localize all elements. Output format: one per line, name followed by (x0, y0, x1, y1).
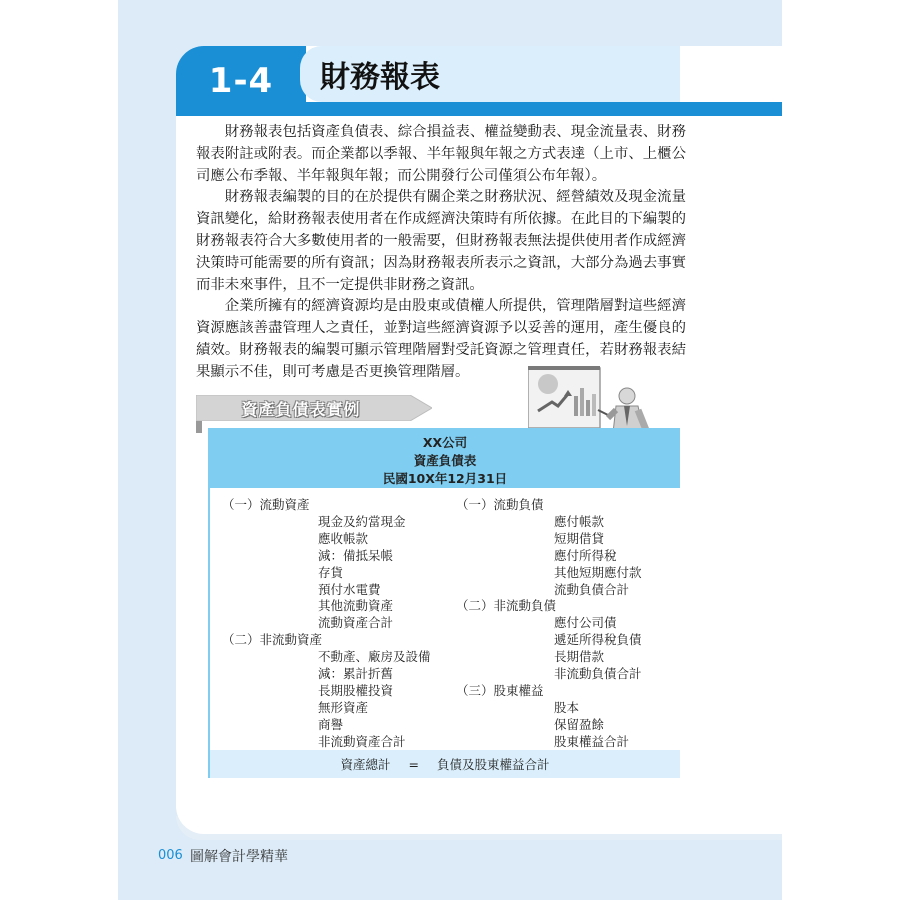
total-liabilities-equity-label: 負債及股東權益合計 (436, 757, 550, 772)
line-item: 短期借貸 (554, 530, 605, 546)
statement-name: 資產負債表 (413, 453, 477, 468)
category-label: （二）非流動負債 (456, 598, 557, 614)
line-item: 長期借款 (554, 649, 605, 665)
line-item: 應付帳款 (554, 513, 605, 529)
example-label-banner (196, 395, 432, 421)
line-item: 非流動負債合計 (554, 666, 642, 682)
balance-sheet-header (210, 428, 680, 488)
statement-date: 民國10X年12月31日 (382, 471, 508, 486)
line-item: 減：備抵呆帳 (318, 547, 394, 563)
line-item: 不動產、廠房及設備 (318, 649, 431, 665)
line-item: 現金及約當現金 (318, 513, 406, 529)
paragraph: 企業所擁有的經濟資源均是由股東或債權人所提供，管理階層對這些經濟資源應該善盡管理人之責任，並對這些經濟資源予以妥善的運用，產生優良的績效。財務報表的編製可顯示管理階層對受託資源之管理責任，若財務報表結果顯示不佳，則可考慮是否更換管理階層。 (196, 298, 686, 380)
line-item: 流動資產合計 (318, 615, 394, 631)
line-item: 應收帳款 (318, 530, 369, 546)
line-item: 其他流動資產 (318, 598, 394, 614)
equals-sign: = (408, 756, 419, 772)
line-item: 應付所得稅 (554, 547, 617, 563)
line-item: 預付水電費 (318, 581, 381, 597)
body-text (196, 122, 686, 384)
line-item: 其他短期應付款 (554, 564, 642, 580)
total-assets-label: 資產總計 (340, 757, 391, 772)
page-number: 006 (158, 848, 183, 863)
category-label: （二）非流動資產 (222, 632, 323, 648)
book-title: 圖解會計學精華 (190, 849, 288, 865)
balance-sheet-footer (210, 750, 680, 778)
liabilities-equity-column (456, 497, 642, 751)
section-number: 1-4 (176, 46, 306, 116)
paragraph: 財務報表編製的目的在於提供有關企業之財務狀況、經營績效及現金流量資訊變化，給財務報表使用者在作成經濟決策時有所依據。在此目的下編製的財務報表符合大多數使用者的一般需要，但財務報表無法提供使用者作成經濟決策時可能需要的所有資訊；因為財務報表所表示之資訊，大部分為過去事實而非未來事件，且不一定提供非財務之資訊。 (196, 189, 686, 293)
category-label: （三）股東權益 (456, 682, 544, 698)
line-item: 股東權益合計 (554, 733, 630, 749)
line-item: 流動負債合計 (554, 581, 630, 597)
line-item: 存貨 (318, 564, 344, 580)
line-item: 遞延所得稅負債 (554, 632, 642, 648)
section-title: 財務報表 (300, 46, 680, 102)
label-connector (196, 421, 202, 433)
company-name: XX公司 (422, 435, 468, 450)
example-label: 資產負債表實例 (241, 400, 361, 419)
category-label: （一）流動負債 (456, 497, 544, 512)
line-item: 非流動資產合計 (318, 733, 406, 749)
line-item: 長期股權投資 (318, 682, 394, 698)
category-label: （一）流動資產 (222, 497, 310, 512)
line-item: 商譽 (318, 716, 344, 732)
paragraph: 財務報表包括資產負債表、綜合損益表、權益變動表、現金流量表、財務報表附註或附表。而企業都以季報、半年報與年報之方式表達（上市、上櫃公司應公布季報、半年報與年報；而公開發行公司僅須公布年報）。 (196, 124, 686, 184)
line-item: 減：累計折舊 (318, 666, 394, 682)
line-item: 保留盈餘 (554, 716, 605, 732)
assets-column (222, 497, 431, 751)
line-item: 股本 (554, 699, 580, 715)
header-rule (306, 102, 782, 116)
line-item: 應付公司債 (554, 615, 617, 631)
line-item: 無形資產 (318, 699, 369, 715)
